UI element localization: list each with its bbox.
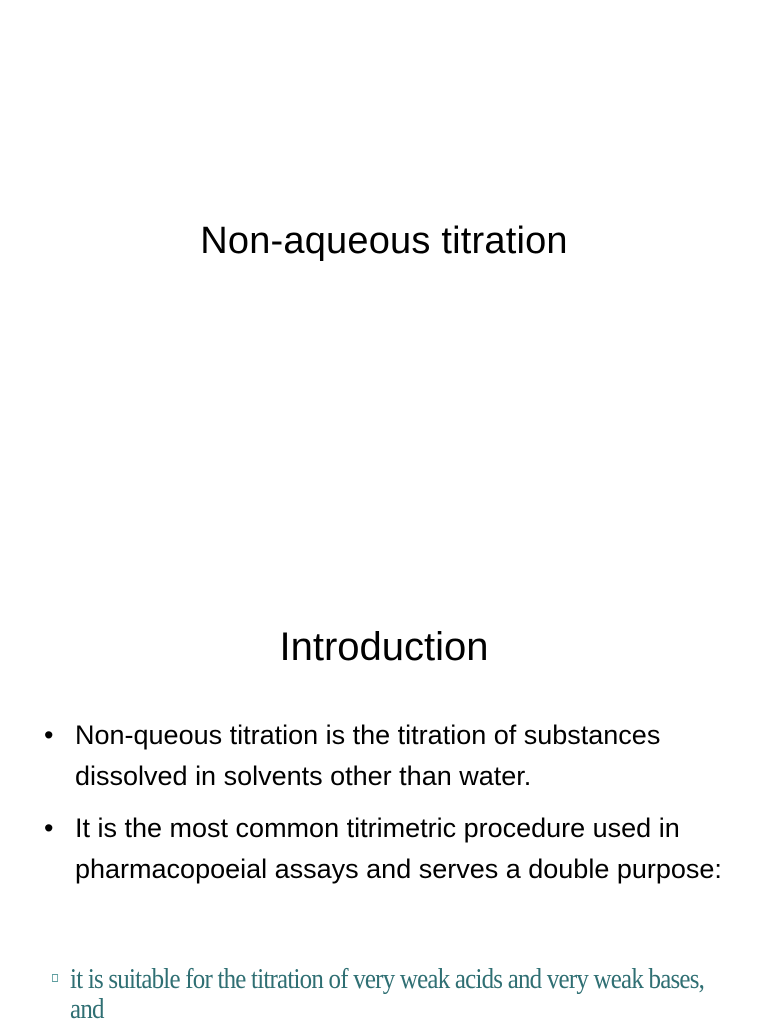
bullet-item: [44, 808, 734, 890]
introduction-slide: [0, 576, 768, 1024]
bullet-item: [44, 715, 734, 797]
bullet-dot-icon: •: [44, 720, 54, 750]
sub-bullet-list: [52, 964, 742, 1024]
bullet-text: Non-queous titration is the titration of substances dissolved in solvents other than water.: [75, 720, 661, 791]
bullet-dot-icon: •: [44, 813, 54, 843]
section-heading: Introduction: [279, 625, 489, 669]
slide-title: Non-aqueous titration: [200, 220, 568, 262]
bullet-text: It is the most common titrimetric procedure used in pharmacopoeial assays and serves a double purpose:: [75, 813, 722, 884]
bullet-list: [44, 715, 734, 901]
sub-bullet-text: it is suitable for the titration of very weak acids and very weak bases, and: [70, 963, 705, 1024]
sub-bullet-item: [52, 964, 741, 1024]
square-bullet-icon: [52, 974, 58, 982]
